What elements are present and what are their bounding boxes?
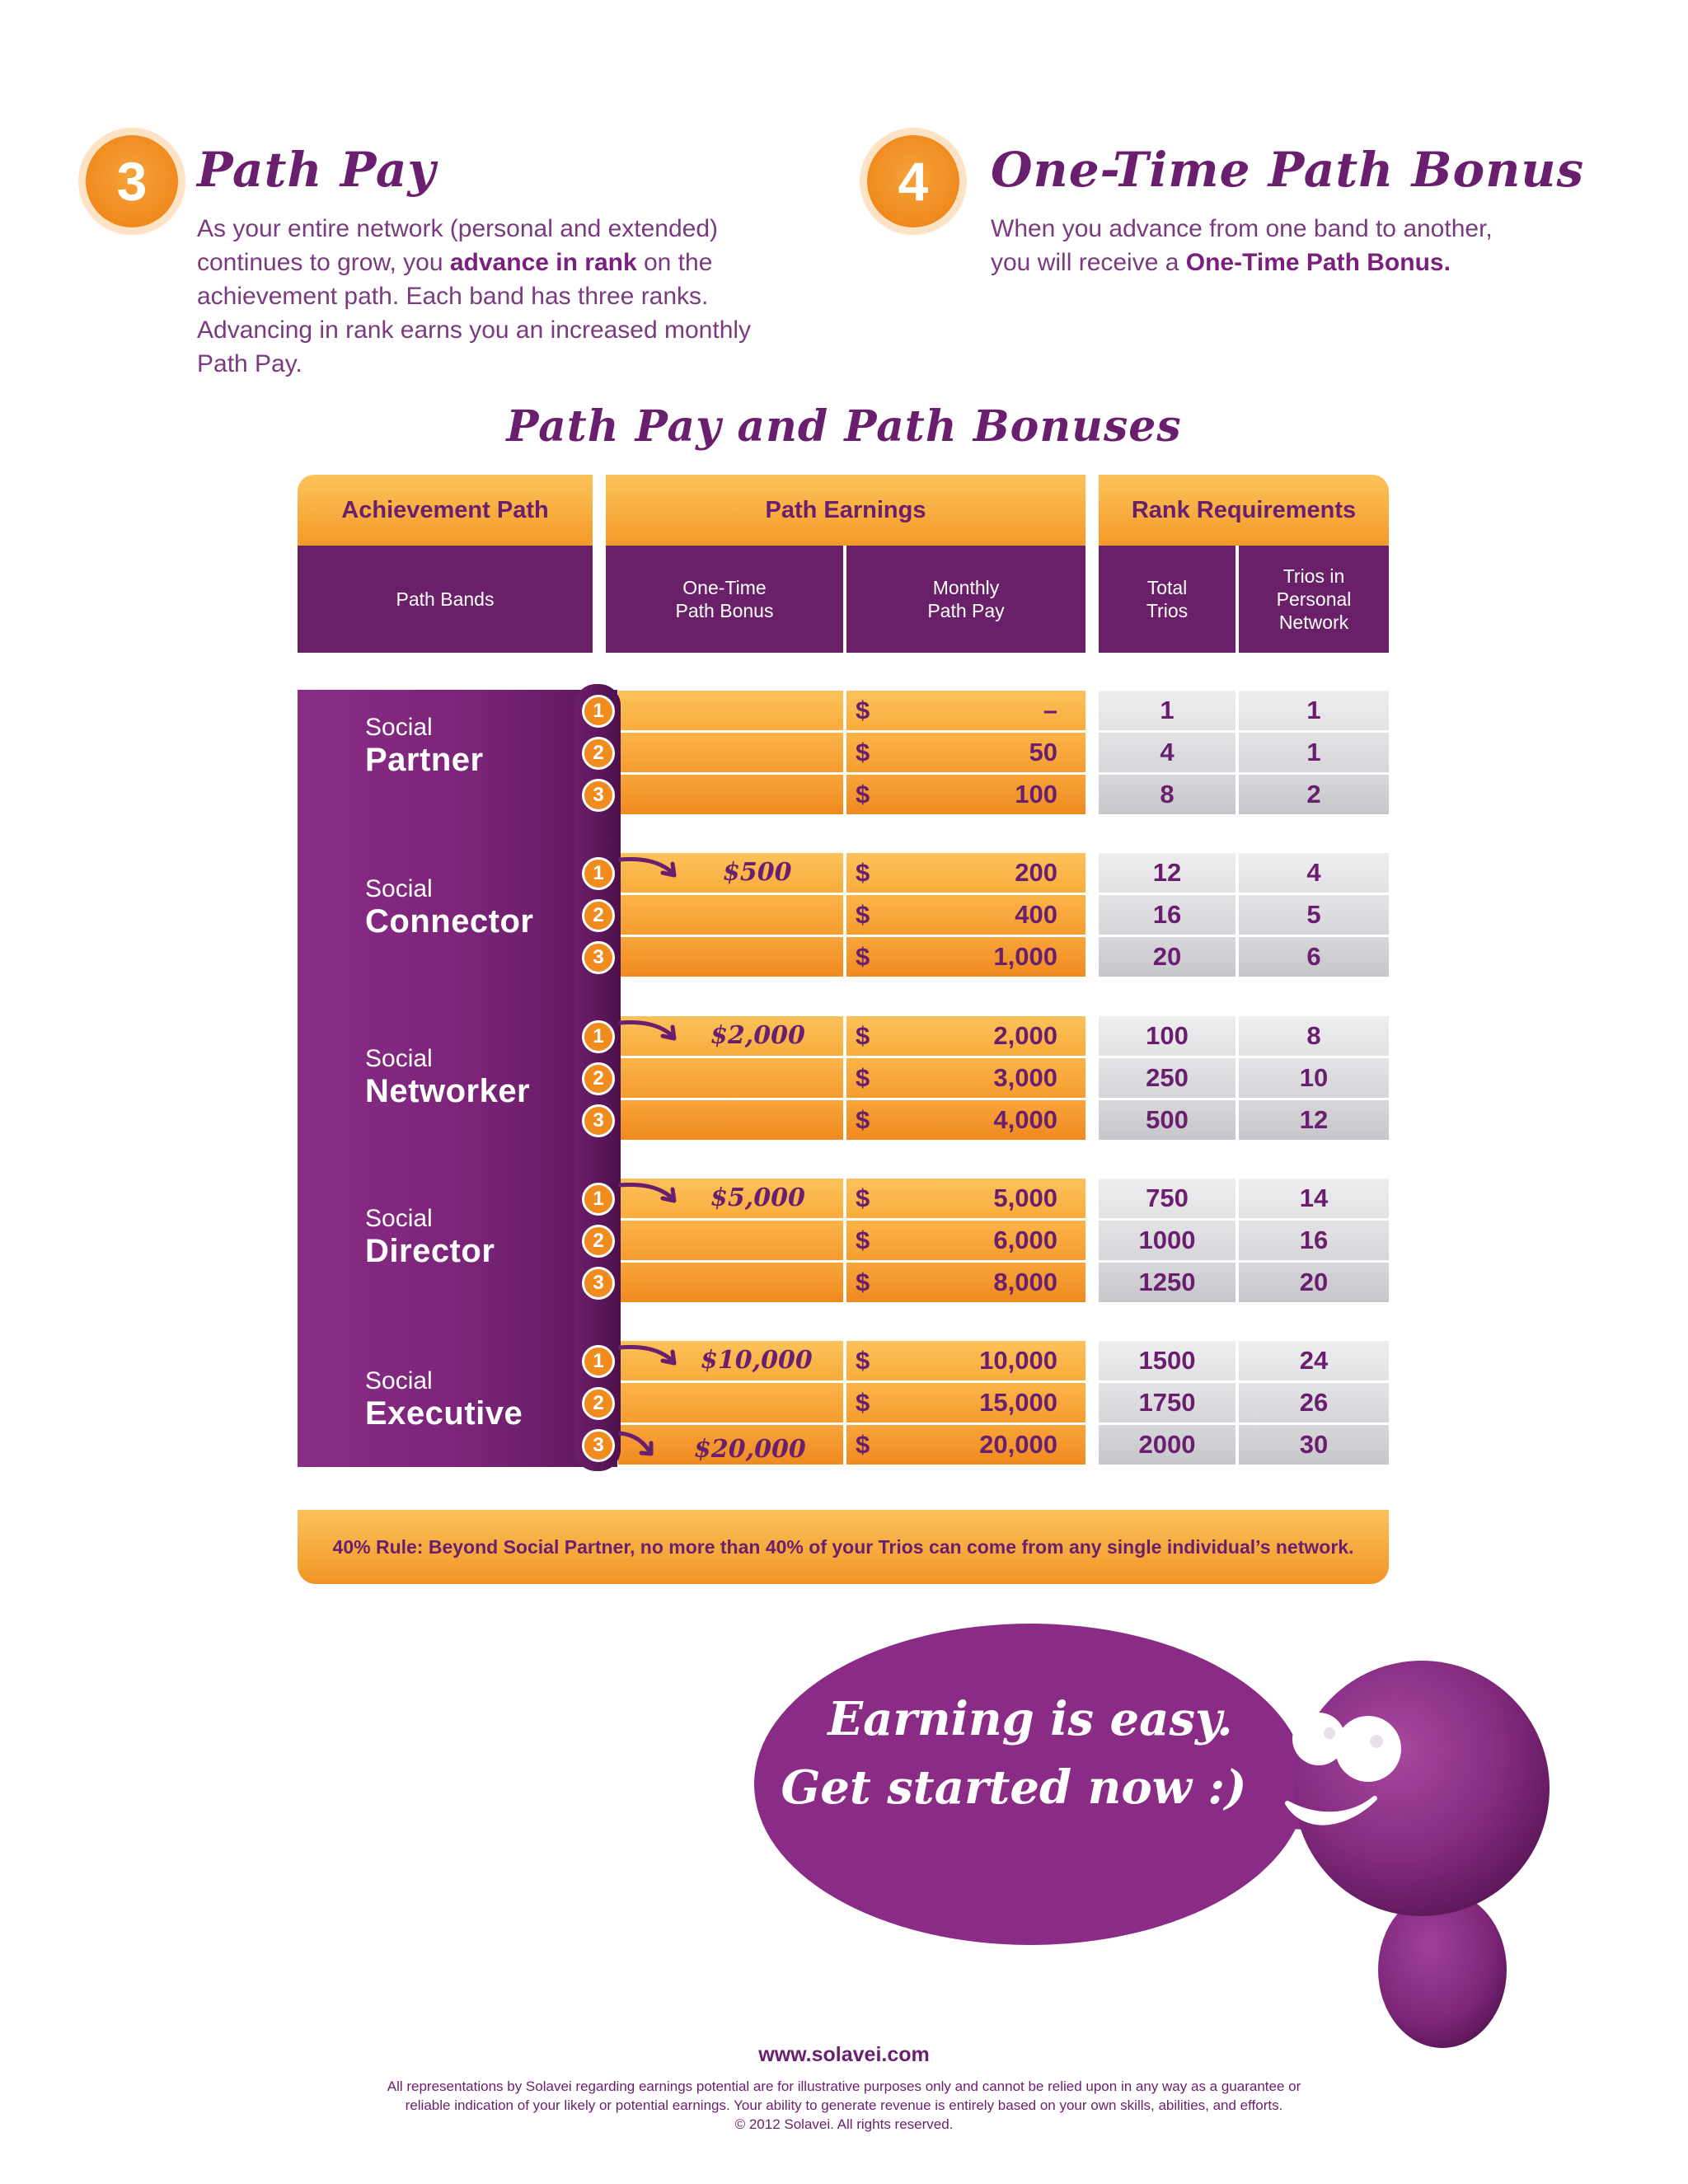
- total-trios-value: 100: [1099, 1016, 1236, 1056]
- rank-number-badge: 2: [582, 737, 615, 770]
- bonus-cell: [618, 1263, 843, 1302]
- monthly-pay-value: 4,000: [993, 1105, 1057, 1134]
- table-title: Path Pay and Path Bonuses: [506, 401, 1182, 452]
- trios-personal-header: Trios in Personal Network: [1239, 546, 1389, 653]
- monthly-pay-value: 8,000: [993, 1268, 1057, 1296]
- bonus-arrow-icon: [618, 1341, 684, 1374]
- path-bonus-value: $20,000: [694, 1435, 806, 1464]
- personal-trios-value: 5: [1239, 895, 1389, 935]
- dollar-sign: $: [856, 1021, 870, 1050]
- one-time-path-bonus-emphasis: One-Time Path Bonus.: [1185, 249, 1451, 276]
- total-trios-value: 500: [1099, 1100, 1236, 1140]
- personal-trios-value: 26: [1239, 1383, 1389, 1422]
- dollar-sign: $: [856, 942, 870, 971]
- dollar-sign: $: [856, 780, 870, 808]
- monthly-pay-value: 15,000: [979, 1388, 1057, 1417]
- rank-number-badge: 2: [582, 1387, 615, 1420]
- bubble-line-1: Earning is easy.: [828, 1692, 1233, 1746]
- dollar-sign: $: [856, 696, 870, 724]
- total-trios-value: 1250: [1099, 1263, 1236, 1302]
- total-trios-value: 12: [1099, 853, 1236, 893]
- path-bonus-value: $5,000: [710, 1183, 805, 1212]
- path-bonus-value: $500: [723, 858, 792, 887]
- bonus-arrow-icon: [618, 1425, 659, 1465]
- total-trios-value: 20: [1099, 937, 1236, 977]
- personal-trios-value: 24: [1239, 1341, 1389, 1380]
- monthly-pay-value: 6,000: [993, 1226, 1057, 1254]
- rank-requirements-header: Rank Requirements: [1099, 475, 1389, 546]
- total-trios-value: 1500: [1099, 1341, 1236, 1380]
- dollar-sign: $: [856, 1105, 870, 1134]
- band-label-director: Social Director: [365, 1205, 495, 1269]
- personal-trios-value: 12: [1239, 1100, 1389, 1140]
- step-3-number: 3: [116, 151, 148, 212]
- website-link[interactable]: www.solavei.com: [758, 2043, 930, 2066]
- personal-trios-value: 4: [1239, 853, 1389, 893]
- rank-number-badge: 1: [582, 1020, 615, 1053]
- disclaimer: All representations by Solavei regarding earnings potential are for illustrative purposes only and cannot be relied upon in any way as a guarantee or reliable indication of your likely or potential earnings. Your ability to generate revenue is entirely based on your own skills, abilities, and efforts. © 2012 Solavei. All rights reserved.: [330, 2077, 1358, 2134]
- mascot-character: [1236, 1607, 1582, 2052]
- dollar-sign: $: [856, 1268, 870, 1296]
- dollar-sign: $: [856, 900, 870, 929]
- total-trios-value: 4: [1099, 733, 1236, 772]
- dollar-sign: $: [856, 738, 870, 766]
- rank-number-badge: 3: [582, 1104, 615, 1137]
- dollar-sign: $: [856, 1430, 870, 1459]
- bonus-cell: [618, 937, 843, 977]
- total-trios-value: 1000: [1099, 1221, 1236, 1260]
- bonus-cell: [618, 1383, 843, 1422]
- total-trios-value: 750: [1099, 1179, 1236, 1218]
- path-earnings-header: Path Earnings: [606, 475, 1085, 546]
- forty-percent-rule: 40% Rule: Beyond Social Partner, no more than 40% of your Trios can come from any single individual’s network.: [298, 1510, 1389, 1584]
- personal-trios-value: 20: [1239, 1263, 1389, 1302]
- total-trios-value: 250: [1099, 1058, 1236, 1098]
- bonus-cell: [618, 1058, 843, 1098]
- band-label-partner: Social Partner: [365, 714, 484, 778]
- monthly-pay-value: 10,000: [979, 1346, 1057, 1375]
- band-label-networker: Social Networker: [365, 1045, 531, 1109]
- personal-trios-value: 1: [1239, 733, 1389, 772]
- rank-number-badge: 1: [582, 1183, 615, 1216]
- personal-trios-value: 16: [1239, 1221, 1389, 1260]
- personal-trios-value: 14: [1239, 1179, 1389, 1218]
- personal-trios-value: 2: [1239, 775, 1389, 814]
- personal-trios-value: 30: [1239, 1425, 1389, 1465]
- dollar-sign: $: [856, 1388, 870, 1417]
- path-pay-description: As your entire network (personal and extended) continues to grow, you advance in rank on the achievement path. Each band has three ranks. Advancing in rank earns you an increased monthly Path Pay.: [197, 215, 752, 377]
- dollar-sign: $: [856, 1346, 870, 1375]
- personal-trios-value: 8: [1239, 1016, 1389, 1056]
- path-bands-header: Path Bands: [298, 546, 593, 653]
- total-trios-value: 1: [1099, 691, 1236, 730]
- band-label-connector: Social Connector: [365, 875, 534, 940]
- monthly-pay-value: 20,000: [979, 1430, 1057, 1459]
- one-time-path-bonus-description: When you advance from one band to another, you will receive a One-Time Path Bonus.: [991, 215, 1493, 276]
- monthly-pay-value: 100: [1015, 780, 1057, 808]
- one-time-path-bonus-title: One-Time Path Bonus: [991, 142, 1585, 198]
- bonus-arrow-icon: [618, 1179, 684, 1212]
- monthly-pay-value: 1,000: [993, 942, 1057, 971]
- personal-trios-value: 6: [1239, 937, 1389, 977]
- path-bonus-value: $10,000: [701, 1346, 813, 1375]
- dollar-sign: $: [856, 1183, 870, 1212]
- rank-number-badge: 2: [582, 1225, 615, 1258]
- bonus-cell: [618, 775, 843, 814]
- monthly-pay-value: 2,000: [993, 1021, 1057, 1050]
- bonus-arrow-icon: [618, 853, 684, 886]
- advance-in-rank-emphasis: advance in rank: [449, 249, 637, 276]
- total-trios-value: 16: [1099, 895, 1236, 935]
- copyright: © 2012 Solavei. All rights reserved.: [734, 2116, 954, 2132]
- rank-number-badge: 1: [582, 1345, 615, 1378]
- rank-number-badge: 3: [582, 1429, 615, 1462]
- bubble-line-2: Get started now :): [781, 1760, 1247, 1815]
- total-trios-header: Total Trios: [1099, 546, 1236, 653]
- rank-number-badge: 1: [582, 857, 615, 890]
- dollar-sign: $: [856, 858, 870, 887]
- bonus-cell: [618, 895, 843, 935]
- personal-trios-value: 1: [1239, 691, 1389, 730]
- monthly-pay-value: 200: [1015, 858, 1057, 887]
- step-3-badge: [86, 135, 178, 227]
- bonus-arrow-icon: [618, 1016, 684, 1049]
- band-label-executive: Social Executive: [365, 1367, 523, 1432]
- total-trios-value: 2000: [1099, 1425, 1236, 1465]
- dollar-sign: $: [856, 1226, 870, 1254]
- bonus-cell: [618, 1221, 843, 1260]
- monthly-pay-value: 50: [1029, 738, 1057, 766]
- total-trios-value: 1750: [1099, 1383, 1236, 1422]
- step-4-badge: [867, 135, 959, 227]
- rank-number-badge: 2: [582, 899, 615, 932]
- monthly-pay-value: 400: [1015, 900, 1057, 929]
- monthly-pay-value: 3,000: [993, 1063, 1057, 1092]
- dollar-sign: $: [856, 1063, 870, 1092]
- total-trios-value: 8: [1099, 775, 1236, 814]
- bonus-cell: [618, 1100, 843, 1140]
- path-pay-title: Path Pay: [197, 142, 437, 198]
- bonus-cell: [618, 733, 843, 772]
- step-4-number: 4: [898, 151, 929, 212]
- bonus-cell: [618, 691, 843, 730]
- monthly-pay-header: Monthly Path Pay: [846, 546, 1085, 653]
- monthly-pay-value: –: [1043, 696, 1057, 724]
- rank-number-badge: 3: [582, 941, 615, 974]
- monthly-pay-value: 5,000: [993, 1183, 1057, 1212]
- rank-number-badge: 3: [582, 779, 615, 812]
- rank-number-badge: 3: [582, 1267, 615, 1300]
- path-bonus-value: $2,000: [710, 1021, 805, 1050]
- one-time-bonus-header: One-Time Path Bonus: [606, 546, 843, 653]
- achievement-path-header: Achievement Path: [298, 475, 593, 546]
- rank-number-badge: 2: [582, 1062, 615, 1095]
- personal-trios-value: 10: [1239, 1058, 1389, 1098]
- rank-number-badge: 1: [582, 695, 615, 728]
